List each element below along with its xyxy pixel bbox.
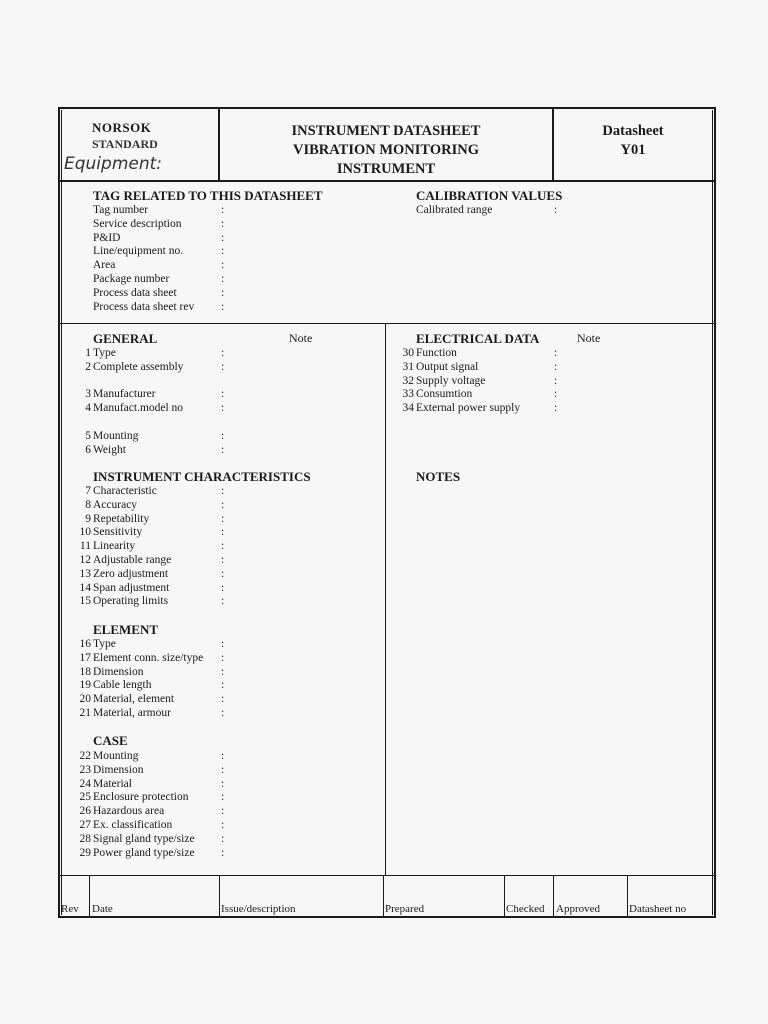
row-colon: : [221,485,225,497]
row-number: 31 [402,360,414,373]
row-colon: : [221,540,225,553]
row-label: Element conn. size/type [93,651,204,664]
row-number: 11 [79,540,91,553]
row-label: Repetability [93,512,150,525]
field-label: P&ID [93,231,121,244]
row-number: 33 [402,388,414,401]
row-label: Cable length [93,679,152,692]
field-colon: : [221,245,225,258]
title-line-2: VIBRATION MONITORING [293,142,479,158]
row-number: 15 [79,595,91,608]
row-number: 7 [85,485,91,497]
row-number: 22 [79,750,91,762]
row-label: Operating limits [93,595,169,608]
row-number: 23 [79,763,91,776]
row-colon: : [221,512,225,525]
row-number: 18 [79,665,91,678]
row-colon: : [221,665,225,678]
row-label: Zero adjustment [93,567,169,580]
row-colon: : [221,443,225,456]
row-number: 20 [79,693,91,706]
row-colon: : [221,693,225,706]
field-label: Tag number [93,204,149,216]
row-label: Weight [93,443,126,456]
row-number: 16 [79,638,91,650]
field-colon: : [221,217,225,230]
element-heading: ELEMENT [93,622,159,637]
tag-section-heading: TAG RELATED TO THIS DATASHEET [93,188,323,203]
row-label: Enclosure protection [93,791,189,804]
row-colon: : [221,360,225,373]
row-number: 9 [85,512,91,525]
row-number: 10 [79,526,91,539]
row-number: 19 [79,679,91,692]
row-colon: : [221,498,225,511]
footer-datasheet-no: Datasheet no [629,903,687,915]
datasheet-title [220,122,552,179]
footer-rev: Rev [61,903,79,915]
field-colon: : [221,273,225,285]
row-colon: : [221,832,225,845]
electrical-heading: ELECTRICAL DATA [416,331,540,346]
handwritten-annotation: Equipment: [64,154,163,174]
row-number: 6 [85,443,91,456]
row-number: 24 [79,777,91,790]
footer-issue: Issue/description [221,903,296,915]
footer-checked: Checked [506,903,545,915]
footer-date: Date [92,903,113,915]
row-label: Characteristic [93,485,157,497]
logo-cell [62,110,218,180]
row-number: 8 [85,498,91,511]
row-label: Signal gland type/size [93,832,195,845]
row-colon: : [221,429,225,442]
field-label: Process data sheet rev [93,300,195,313]
row-colon: : [221,581,225,594]
row-label: Type [93,638,116,650]
row-number: 28 [79,832,91,845]
row-number: 34 [402,402,414,415]
row-number: 14 [79,581,91,594]
row-colon: : [221,679,225,692]
row-colon: : [554,360,558,373]
row-label: Function [416,347,457,359]
row-number: 30 [402,347,414,359]
row-label: Complete assembly [93,360,184,373]
row-colon: : [221,819,225,831]
row-colon: : [221,846,225,859]
field-colon: : [221,259,225,272]
row-label: Mounting [93,429,139,442]
field-label: Area [93,259,116,272]
field-label: Package number [93,273,170,285]
row-number: 1 [85,347,91,359]
field-label: Calibrated range [416,204,493,216]
row-colon: : [554,374,558,387]
row-label: Span adjustment [93,581,170,594]
row-colon: : [554,347,558,359]
row-number: 17 [79,651,91,664]
row-colon: : [221,595,225,608]
title-line-1: INSTRUMENT DATASHEET [291,123,481,139]
row-colon: : [221,567,225,580]
row-number: 5 [85,429,91,442]
row-label: Manufact.model no [93,402,184,415]
row-colon: : [221,750,225,762]
row-colon: : [554,402,558,415]
title-line-3: INSTRUMENT [336,161,436,177]
footer-approved: Approved [556,903,600,915]
electrical-note-label: Note [577,331,601,345]
row-label: Material, armour [93,707,171,719]
logo-line-2: STANDARD [92,137,158,151]
row-number: 25 [79,791,91,804]
row-number: 4 [85,402,91,415]
row-colon: : [221,777,225,790]
sheet-label: Datasheet [602,123,664,139]
row-number: 29 [79,846,91,859]
row-label: Manufacturer [93,388,156,401]
row-label: Ex. classification [93,819,173,831]
row-number: 3 [85,388,91,401]
row-label: Output signal [416,360,479,373]
case-heading: CASE [93,733,128,748]
logo-line-1: NORSOK [92,120,152,135]
row-number: 32 [402,374,414,387]
row-label: Material, element [93,693,175,706]
field-label: Service description [93,217,182,230]
row-colon: : [554,388,558,401]
row-number: 26 [79,805,91,818]
row-colon: : [221,554,225,566]
sheet-id-cell [554,122,712,160]
field-colon: : [221,286,225,299]
row-label: Accuracy [93,498,138,511]
row-label: Linearity [93,540,136,553]
row-label: Hazardous area [93,805,165,818]
general-note-label: Note [289,331,313,345]
general-heading: GENERAL [93,331,158,346]
field-label: Process data sheet [93,286,177,299]
row-colon: : [221,638,225,650]
row-label: Mounting [93,750,139,762]
field-colon: : [221,204,225,216]
instrument-characteristics-heading: INSTRUMENT CHARACTERISTICS [93,469,311,484]
footer-prepared: Prepared [385,903,425,915]
row-label: Type [93,347,116,359]
row-label: Dimension [93,665,144,678]
sheet-id: Y01 [620,142,646,158]
field-colon: : [554,204,558,216]
row-number: 21 [79,707,91,719]
field-colon: : [221,300,225,313]
row-number: 2 [85,360,91,373]
row-colon: : [221,707,225,719]
row-number: 13 [79,567,91,580]
row-number: 12 [79,554,91,566]
row-label: Sensitivity [93,526,143,539]
row-label: Adjustable range [93,554,172,566]
row-label: Power gland type/size [93,846,195,859]
row-label: Supply voltage [416,374,486,387]
row-colon: : [221,347,225,359]
row-label: Material [93,777,132,790]
field-label: Line/equipment no. [93,245,184,258]
row-label: Dimension [93,763,144,776]
row-colon: : [221,791,225,804]
row-colon: : [221,388,225,401]
row-colon: : [221,805,225,818]
row-number: 27 [79,819,91,831]
row-colon: : [221,651,225,664]
notes-heading: NOTES [416,469,461,484]
row-colon: : [221,402,225,415]
row-colon: : [221,526,225,539]
row-label: External power supply [416,402,521,415]
calibration-heading: CALIBRATION VALUES [416,188,563,203]
row-label: Consumtion [416,388,473,401]
field-colon: : [221,231,225,244]
row-colon: : [221,763,225,776]
